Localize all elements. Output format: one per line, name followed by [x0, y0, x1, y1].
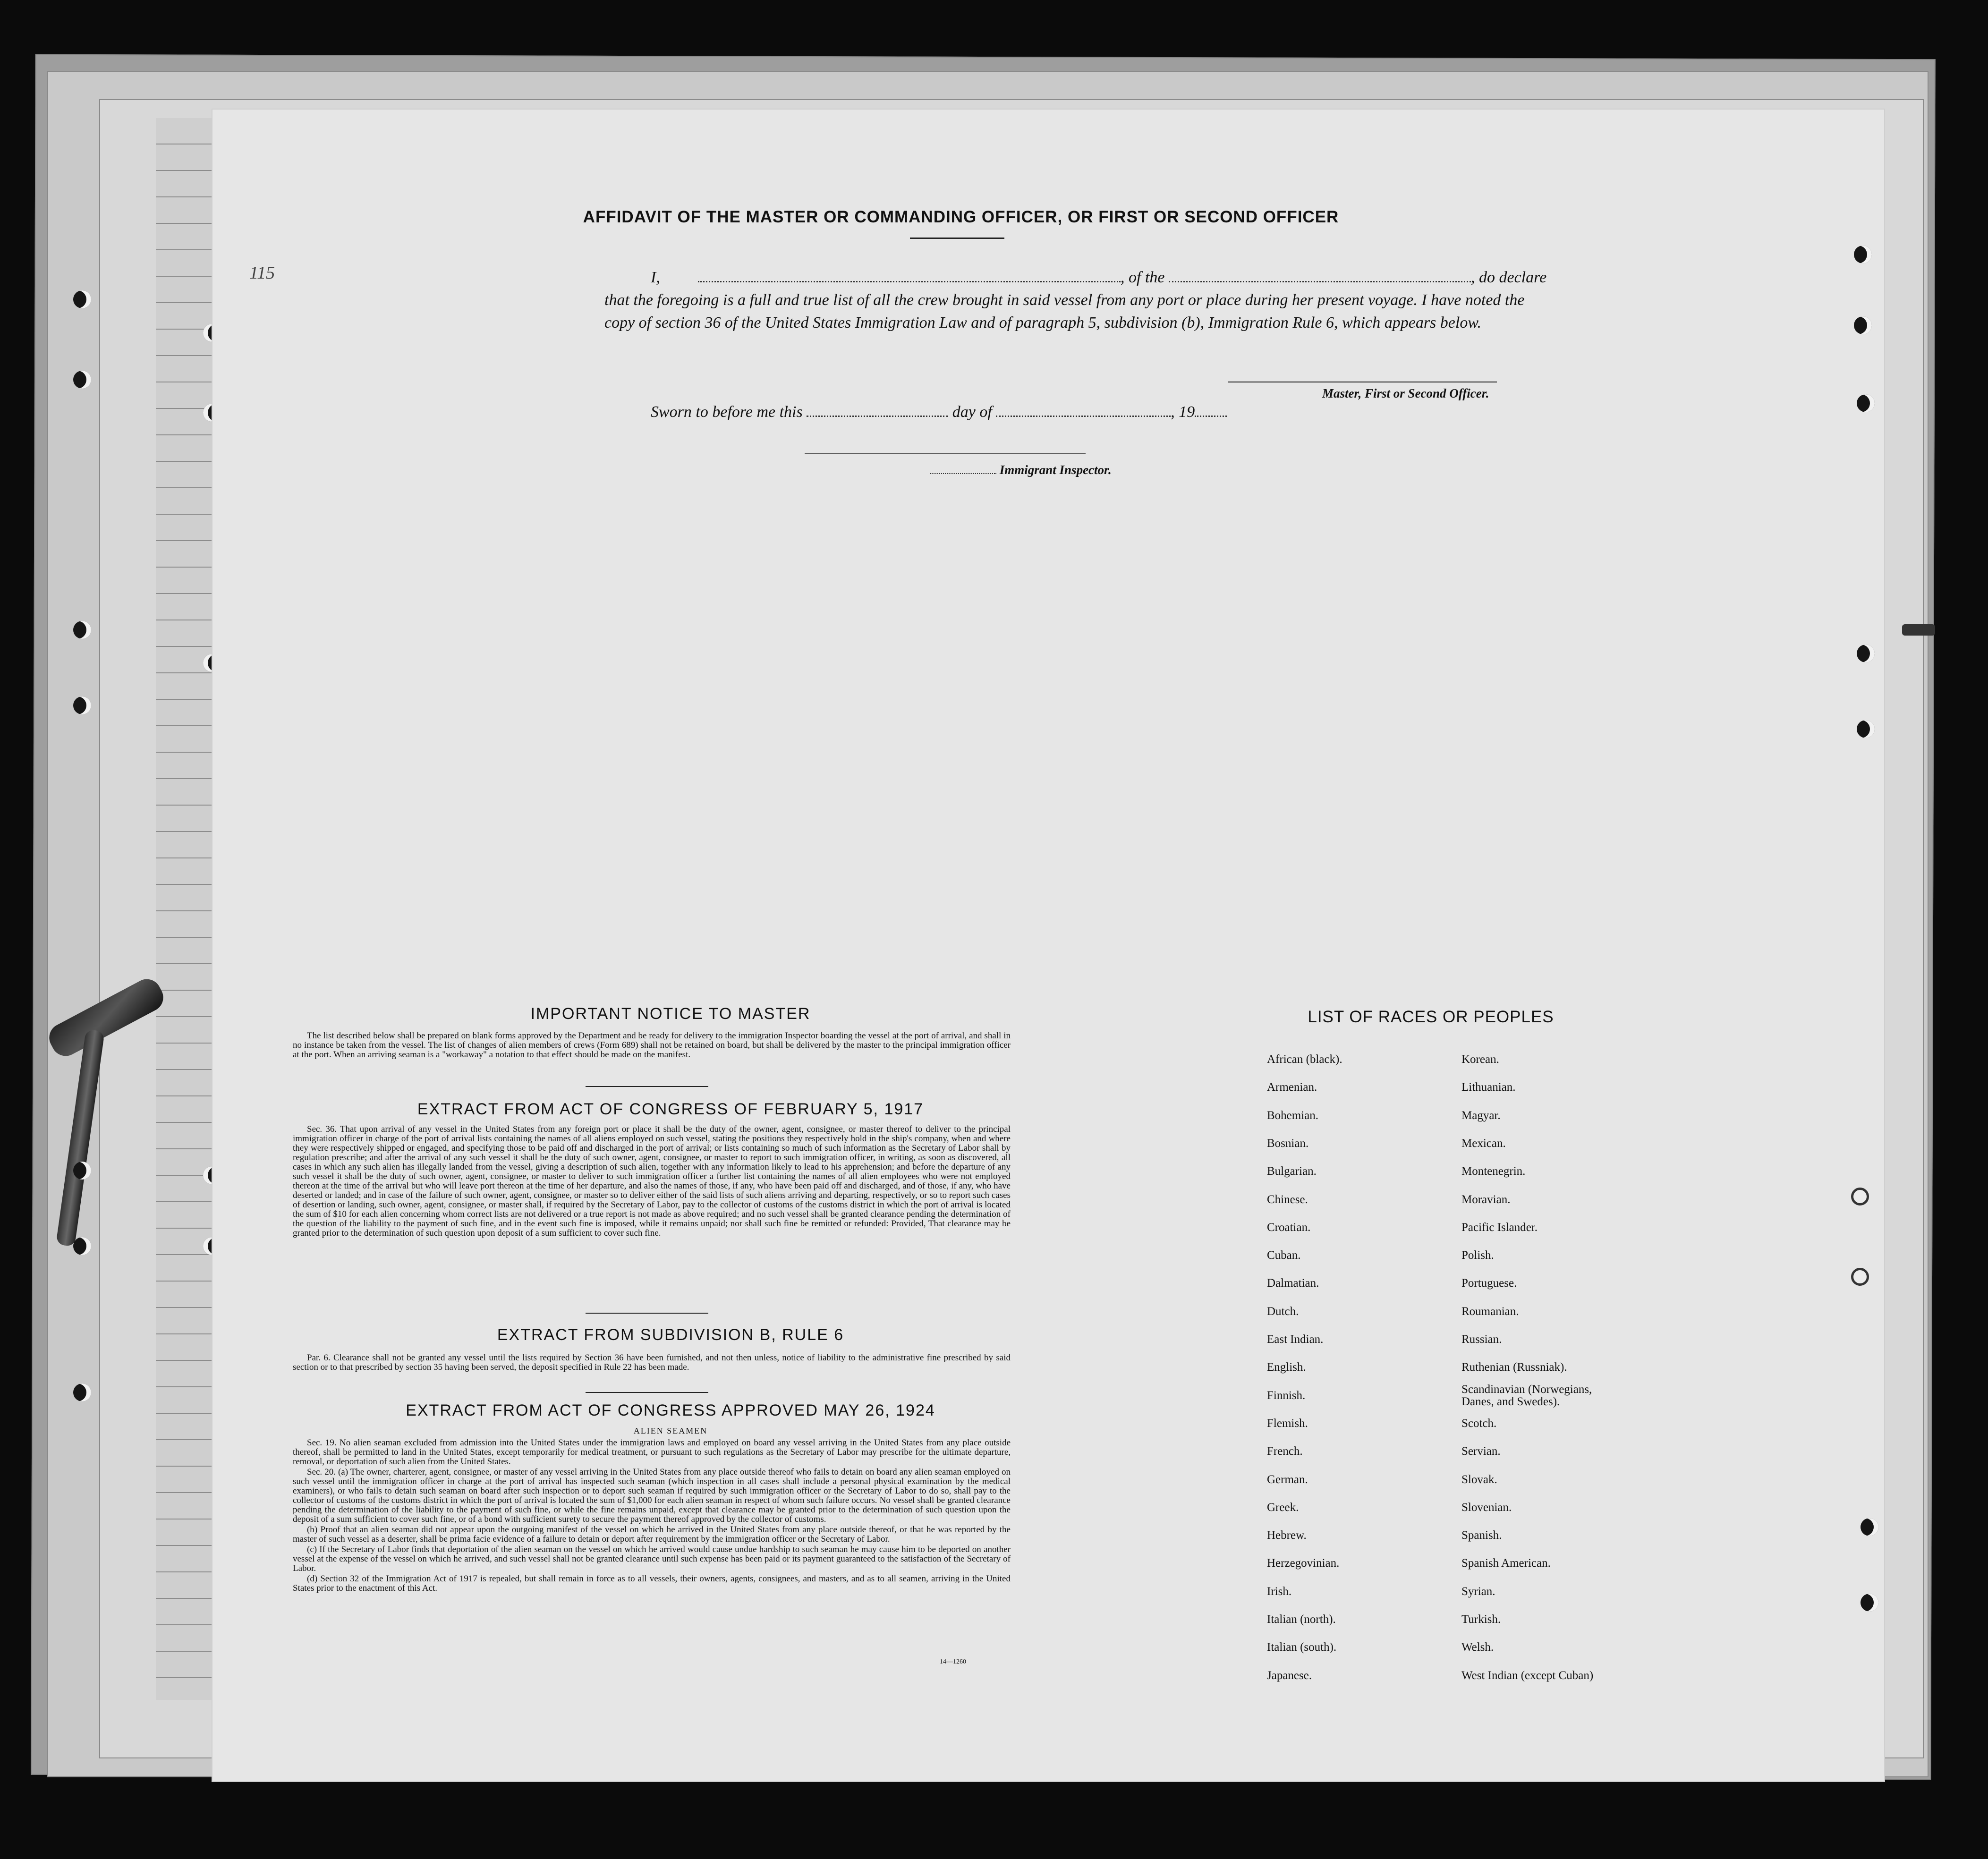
race-item: Japanese.	[1267, 1669, 1312, 1682]
inspector-dots	[930, 467, 996, 474]
race-item: Spanish.	[1461, 1529, 1502, 1542]
sec20b-paragraph: (b) Proof that an alien seaman did not appear upon the outgoing manifest of the vessel on which he arrived in the United States from any place outside thereof, or that he was reported by the master of such vessel as a deserter, shall be prima facie evidence of a failure to detain or deport after requirement by the immigration officer or the Secretary of Labor.	[293, 1525, 1011, 1544]
binder-hole	[1851, 1188, 1869, 1205]
margin-number: 115	[249, 263, 275, 283]
race-item: East Indian.	[1267, 1333, 1324, 1346]
inspector-signature-line	[805, 453, 1086, 454]
race-item: Bulgarian.	[1267, 1165, 1317, 1178]
master-signature-label: Master, First or Second Officer.	[1322, 386, 1489, 400]
divider	[586, 1086, 708, 1087]
race-item: Portuguese.	[1461, 1277, 1517, 1290]
race-item: Turkish.	[1461, 1613, 1501, 1626]
race-item: Cuban.	[1267, 1249, 1301, 1262]
race-item: Scandinavian (Norwegians, Danes, and Swedes).	[1461, 1383, 1592, 1408]
race-item: Spanish American.	[1461, 1557, 1551, 1570]
rule6-paragraph: Par. 6. Clearance shall not be granted any vessel until the lists required by Section 36 have been furnished, and not then unless, notice of liability to the administrative fine prescribed by said section or to that prescribed by section 35 having been served, the deposit specified in Rule 22 has been made.	[293, 1353, 1011, 1372]
race-item: Mexican.	[1461, 1137, 1506, 1150]
race-item: Slovenian.	[1461, 1501, 1512, 1514]
race-item: Bosnian.	[1267, 1137, 1309, 1150]
binder-hole	[1857, 394, 1875, 412]
inspector-label	[930, 463, 1112, 477]
binder-hole	[73, 1162, 91, 1180]
divider	[586, 1313, 708, 1314]
race-item: Moravian.	[1461, 1193, 1511, 1206]
races-title: LIST OF RACES OR PEOPLES	[1308, 1008, 1554, 1026]
extract-1917-text	[293, 1125, 1011, 1239]
race-item: Montenegrin.	[1461, 1165, 1526, 1178]
sworn-year-field[interactable]	[1195, 401, 1227, 417]
paper-clip	[1902, 624, 1935, 636]
race-item: Polish.	[1461, 1249, 1494, 1262]
sec20d-paragraph: (d) Section 32 of the Immigration Act of 1917 is repealed, but shall remain in force as to all vessels, their owners, agents, consignees, and masters, and as to all seamen, arriving in the United States prior to the enactment of this Act.	[293, 1574, 1011, 1593]
race-item: Welsh.	[1461, 1641, 1494, 1654]
race-item: Russian.	[1461, 1333, 1502, 1346]
day-of-label: day of	[952, 403, 992, 421]
race-item: Magyar.	[1461, 1109, 1501, 1122]
sworn-day-field[interactable]	[807, 401, 948, 417]
race-item: Herzegovinian.	[1267, 1557, 1340, 1570]
sec20a-paragraph: Sec. 20. (a) The owner, charterer, agent, consignee, or master of any vessel arriving in the United States from any place outside thereof who fails to detain on board any alien seaman employed on such vessel until the immigration officer in charge at the port of arrival has inspected such seaman (which inspection in all cases shall include a personal physical examination by the medical examiners), or who fails to detain such seaman on board after such inspection or to deport such seaman if required by such immigration officer or the Secretary of Labor to do so, shall pay to the collector of customs of the customs district in which the port of arrival is located the sum of $1,000 for each alien seaman in respect of whom such failure occurs. No vessel shall be granted clearance pending the determination of the liability to the payment of such fine, or while the fine remains unpaid, except that clearance may be granted prior to the determination of such question upon the deposit of a sum sufficient to cover such fine, or of a bond with sufficient surety to secure the payment thereof approved by the collector of customs.	[293, 1467, 1011, 1524]
sec20c-paragraph: (c) If the Secretary of Labor finds that deportation of the alien seaman on the vessel on which he arrived would cause undue hardship to such seaman he may cause him to be deported on another vessel at the expense of the vessel on which he arrived, and such vessel shall not be granted clearance until such expense has been paid or its payment guaranteed to the satisfaction of the Secretary of Labor.	[293, 1545, 1011, 1573]
race-item: Korean.	[1461, 1053, 1499, 1066]
binder-hole	[73, 1384, 91, 1401]
ruled-sheet-edge	[156, 118, 219, 1700]
binder-hole	[1857, 645, 1875, 662]
affidavit-i: I,	[651, 269, 660, 286]
notice-text	[293, 1031, 1011, 1061]
rule6-text	[293, 1353, 1011, 1373]
notice-title: IMPORTANT NOTICE TO MASTER	[530, 1005, 811, 1023]
year-label: , 19	[1171, 403, 1195, 421]
affidavit-title: AFFIDAVIT OF THE MASTER OR COMMANDING OFFICER, OR FIRST OR SECOND OFFICER	[583, 208, 1339, 226]
binder-hole	[1861, 1594, 1878, 1612]
binder-hole	[73, 1237, 91, 1255]
race-item: Croatian.	[1267, 1221, 1311, 1234]
affidavit-body	[604, 266, 1549, 334]
binder-hole	[1857, 720, 1875, 738]
sec19-paragraph: Sec. 19. No alien seaman excluded from admission into the United States under the immigration laws and employed on board any vessel arriving in the United States from any place outside thereof, shall be permitted to land in the United States, except temporarily for medical treatment, or pursuant to such regulations as the Secretary of Labor may prescribe for the ultimate departure, removal, or deportation of such alien from the United States.	[293, 1438, 1011, 1467]
do-declare-label: , do declare	[1470, 269, 1547, 286]
name-field[interactable]	[698, 267, 1121, 282]
race-item: Irish.	[1267, 1585, 1292, 1598]
title-rule	[910, 238, 1004, 239]
race-item: Greek.	[1267, 1501, 1299, 1514]
binder-hole	[73, 621, 91, 639]
binder-hole	[1851, 1268, 1869, 1286]
race-item: Bohemian.	[1267, 1109, 1319, 1122]
race-item: Roumanian.	[1461, 1305, 1519, 1318]
extract-1917-title: EXTRACT FROM ACT OF CONGRESS OF FEBRUARY 5, 1917	[417, 1100, 924, 1118]
race-item: Finnish.	[1267, 1389, 1306, 1402]
binder-hole	[73, 696, 91, 714]
race-item: Syrian.	[1461, 1585, 1495, 1598]
inspector-label-text: Immigrant Inspector.	[999, 463, 1112, 477]
sworn-month-field[interactable]	[996, 401, 1171, 417]
race-item: Servian.	[1461, 1445, 1501, 1458]
race-item: Hebrew.	[1267, 1529, 1307, 1542]
notice-paragraph: The list described below shall be prepared on blank forms approved by the Department and be ready for delivery to the immigration Inspector boarding the vessel at the port of arrival, and shall in no instance be taken from the vessel. The list of changes of alien members of crews (Form 689) shall not be retained on board, but shall be delivered by the master to the principal immigration officer at the port. When an arriving seaman is a "workaway" a notation to that effect should be made on the manifest.	[293, 1031, 1011, 1060]
race-item: Slovak.	[1461, 1473, 1497, 1486]
rule6-title: EXTRACT FROM SUBDIVISION B, RULE 6	[497, 1326, 844, 1344]
binder-hole	[73, 290, 91, 308]
extract-1924-text	[293, 1438, 1011, 1594]
race-item: Scotch.	[1461, 1417, 1497, 1430]
binder-hole	[1861, 1518, 1878, 1536]
binder-hole	[1854, 246, 1872, 263]
alien-seamen-subtitle: ALIEN SEAMEN	[633, 1426, 708, 1435]
divider	[586, 1392, 708, 1393]
race-item: West Indian (except Cuban)	[1461, 1669, 1594, 1682]
extract-1924-title: EXTRACT FROM ACT OF CONGRESS APPROVED MAY 26, 1924	[406, 1401, 935, 1419]
race-item: Dutch.	[1267, 1305, 1299, 1318]
form-number: 14—1260	[940, 1658, 966, 1665]
race-item: Ruthenian (Russniak).	[1461, 1361, 1567, 1374]
binder-hole	[73, 371, 91, 389]
race-item: Flemish.	[1267, 1417, 1308, 1430]
extract-1917-paragraph: Sec. 36. That upon arrival of any vessel in the United States from any foreign port or place it shall be the duty of the owner, agent, consignee, or master thereof to deliver to the principal immigration officer in charge of the port of arrival lists containing the names of all aliens employed on such vessel, stating the positions they respectively hold in the ship's company, when and where they were respectively shipped or engaged, and specifying those to be paid off and discharged in the port of arrival; or lists containing so much of such information as the Secretary of Labor shall by regulation prescribe; and after the arrival of any such vessel it shall be the duty of such owner, agent, consignee, or master to report to such immigration officer, in writing, as soon as discovered, all cases in which any such alien has illegally landed from the vessel, giving a description of such alien, together with any information likely to lead to his apprehension; and before the departure of any such vessel it shall be the duty of such owner, agent, consignee, or master to deliver to such immigration officer a further list containing the names of all alien employees who were not employed thereon at the time of the arrival but who will leave port thereon at the time of her departure, and also the names of those, if any, who have been paid off and discharged, and of those, if any, who have deserted or landed; and in case of the failure of such owner, agent, consignee, or master so to deliver either of the said lists of such aliens arriving and departing, respectively, or so to report such cases of desertion or landing, such owner, agent, consignee, or master shall, if required by the Secretary of Labor, pay to the collector of customs of the customs district in which the port of arrival is located the sum of $10 for each alien concerning whom correct lists are not delivered or a true report is not made as above required; and no such vessel shall be granted clearance pending the determination of the question of the liability to the payment of such fine, and in the event such fine is imposed, while it remains unpaid; nor shall such fine be remitted or refunded: Provided, That clearance may be granted prior to the determination of such question upon deposit of a sum sufficient to cover such fine.	[293, 1124, 1011, 1238]
sworn-label: Sworn to before me this	[651, 403, 803, 421]
sworn-line	[651, 401, 1227, 421]
binder-hole	[1854, 316, 1872, 334]
race-item: English.	[1267, 1361, 1306, 1374]
race-item: Chinese.	[1267, 1193, 1308, 1206]
race-item: Lithuanian.	[1461, 1081, 1516, 1094]
race-item: Armenian.	[1267, 1081, 1317, 1094]
race-item: German.	[1267, 1473, 1308, 1486]
race-item: African (black).	[1267, 1053, 1342, 1066]
affidavit-statement: that the foregoing is a full and true list of all the crew brought in said vessel from any port or place during her present voyage. I have noted the copy of section 36 of the United States Immigration Law and of paragraph 5, subdivision (b), Immigration Rule 6, which appears below.	[604, 291, 1525, 331]
race-item: Italian (north).	[1267, 1613, 1336, 1626]
race-item: French.	[1267, 1445, 1303, 1458]
race-item: Dalmatian.	[1267, 1277, 1319, 1290]
of-the-label: , of the	[1121, 269, 1165, 286]
race-item: Italian (south).	[1267, 1641, 1337, 1654]
race-item: Pacific Islander.	[1461, 1221, 1538, 1234]
vessel-field[interactable]	[1169, 267, 1471, 282]
